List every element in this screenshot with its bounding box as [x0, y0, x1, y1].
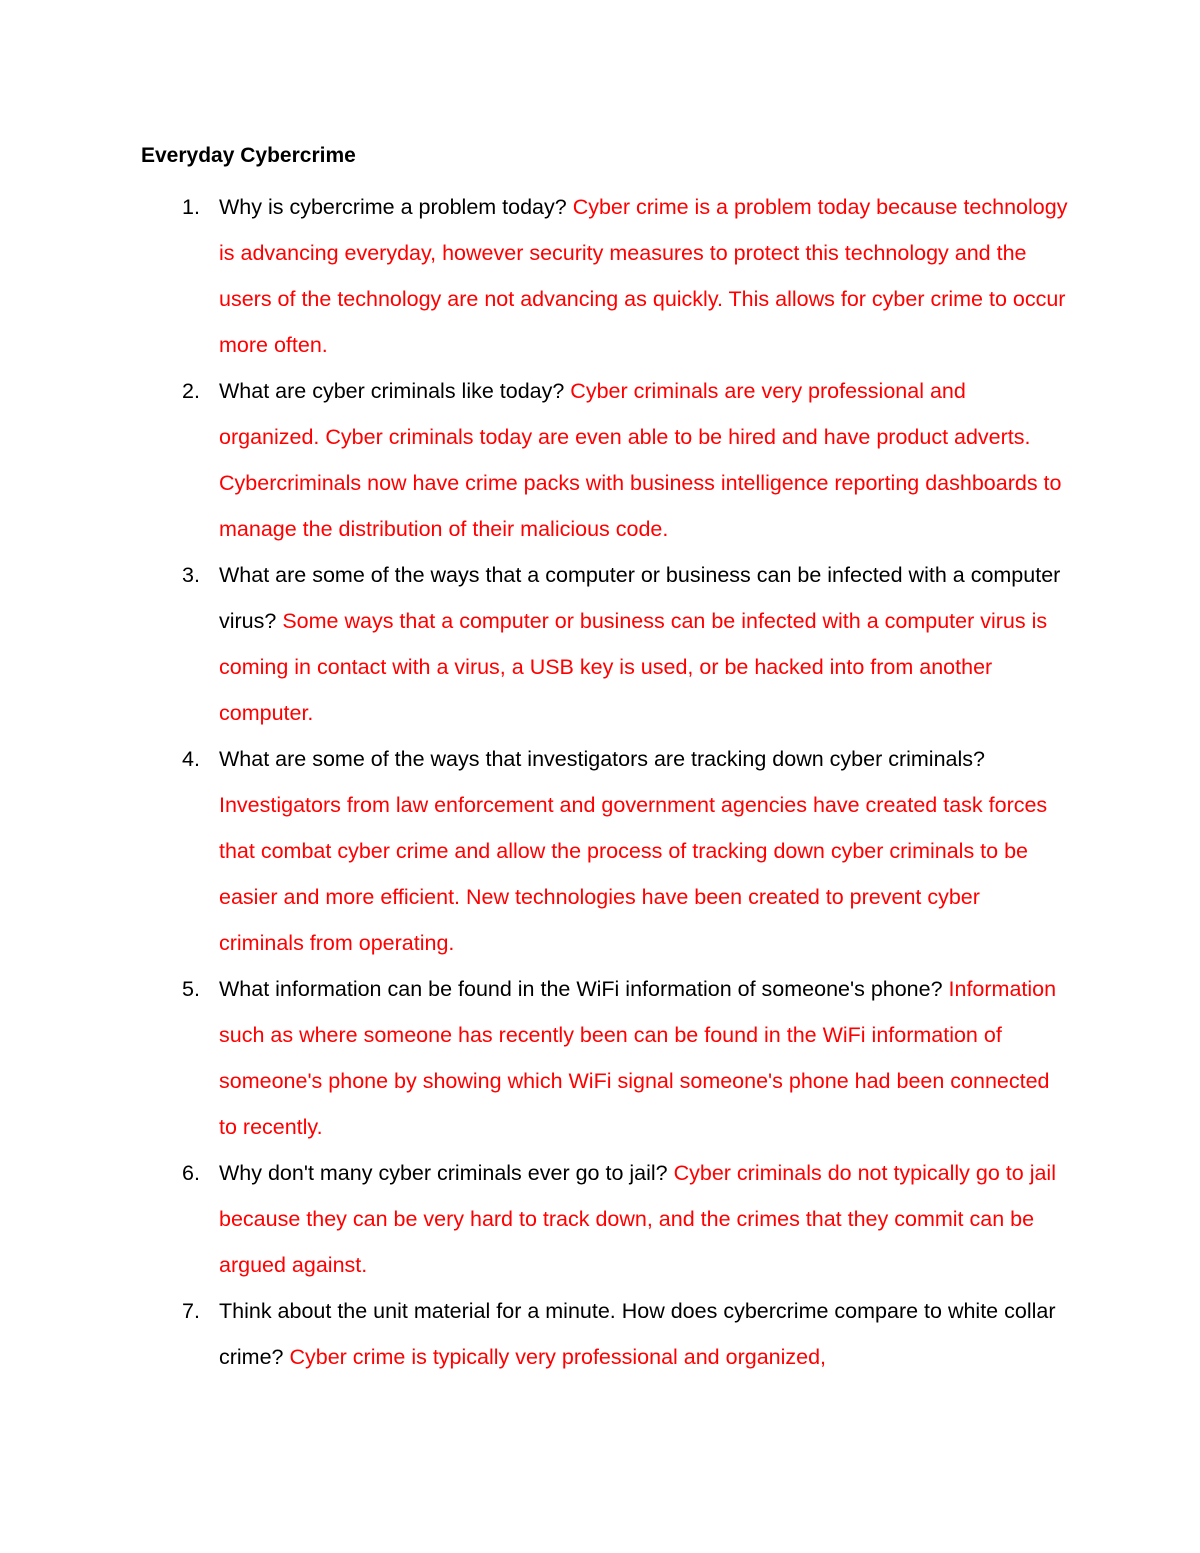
question-text: Why is cybercrime a problem today?	[219, 195, 573, 219]
answer-text: Some ways that a computer or business can be infected with a computer virus is coming in contact with a virus, a USB key is used, or be hacked into from another computer.	[219, 609, 1048, 725]
question-list	[0, 184, 1200, 1380]
question-text: Think about the unit material for a minute. How does cybercrime compare to white collar crime?	[219, 1299, 1056, 1369]
answer-text: Information such as where someone has recently been can be found in the WiFi information of someone's phone by showing which WiFi signal someone's phone had been connected to recently.	[219, 977, 1057, 1139]
document-title: Everyday Cybercrime	[141, 144, 356, 167]
list-item	[0, 368, 1069, 552]
answer-text: Cyber crime is typically very professional and organized,	[289, 1345, 827, 1369]
answer-text: Cyber criminals do not typically go to jail because they can be very hard to track down, and the crimes that they commit can be argued against.	[219, 1161, 1056, 1277]
list-item	[0, 966, 1069, 1150]
list-item	[0, 1150, 1069, 1288]
question-text: What are some of the ways that investigators are tracking down cyber criminals?	[219, 747, 985, 771]
answer-text: Investigators from law enforcement and government agencies have created task forces that combat cyber crime and allow the process of tracking down cyber criminals to be easier and more efficient. New technologies have been created to prevent cyber criminals from operating.	[219, 793, 1048, 955]
question-text: What information can be found in the WiFi information of someone's phone?	[219, 977, 949, 1001]
list-item	[0, 1288, 1069, 1380]
item-number: 4.	[182, 747, 200, 771]
answer-text: Cyber crime is a problem today because technology is advancing everyday, however security measures to protect this technology and the users of the technology are not advancing as quickly. This allows for cyber crime to occur more often.	[219, 195, 1068, 357]
list-item	[0, 552, 1069, 736]
item-number: 7.	[182, 1299, 200, 1323]
question-text: What are cyber criminals like today?	[219, 379, 571, 403]
question-text: Why don't many cyber criminals ever go to jail?	[219, 1161, 674, 1185]
item-number: 3.	[182, 563, 200, 587]
answer-text: Cyber criminals are very professional and organized. Cyber criminals today are even able to be hired and have product adverts. Cybercriminals now have crime packs with business intelligence reporting dashboards to manage the distribution of their malicious code.	[219, 379, 1062, 541]
item-number: 6.	[182, 1161, 200, 1185]
list-item	[0, 184, 1069, 368]
item-number: 2.	[182, 379, 200, 403]
list-item	[0, 736, 1069, 966]
question-text: What are some of the ways that a computer or business can be infected with a computer virus?	[219, 563, 1061, 633]
item-number: 5.	[182, 977, 200, 1001]
item-number: 1.	[182, 195, 200, 219]
